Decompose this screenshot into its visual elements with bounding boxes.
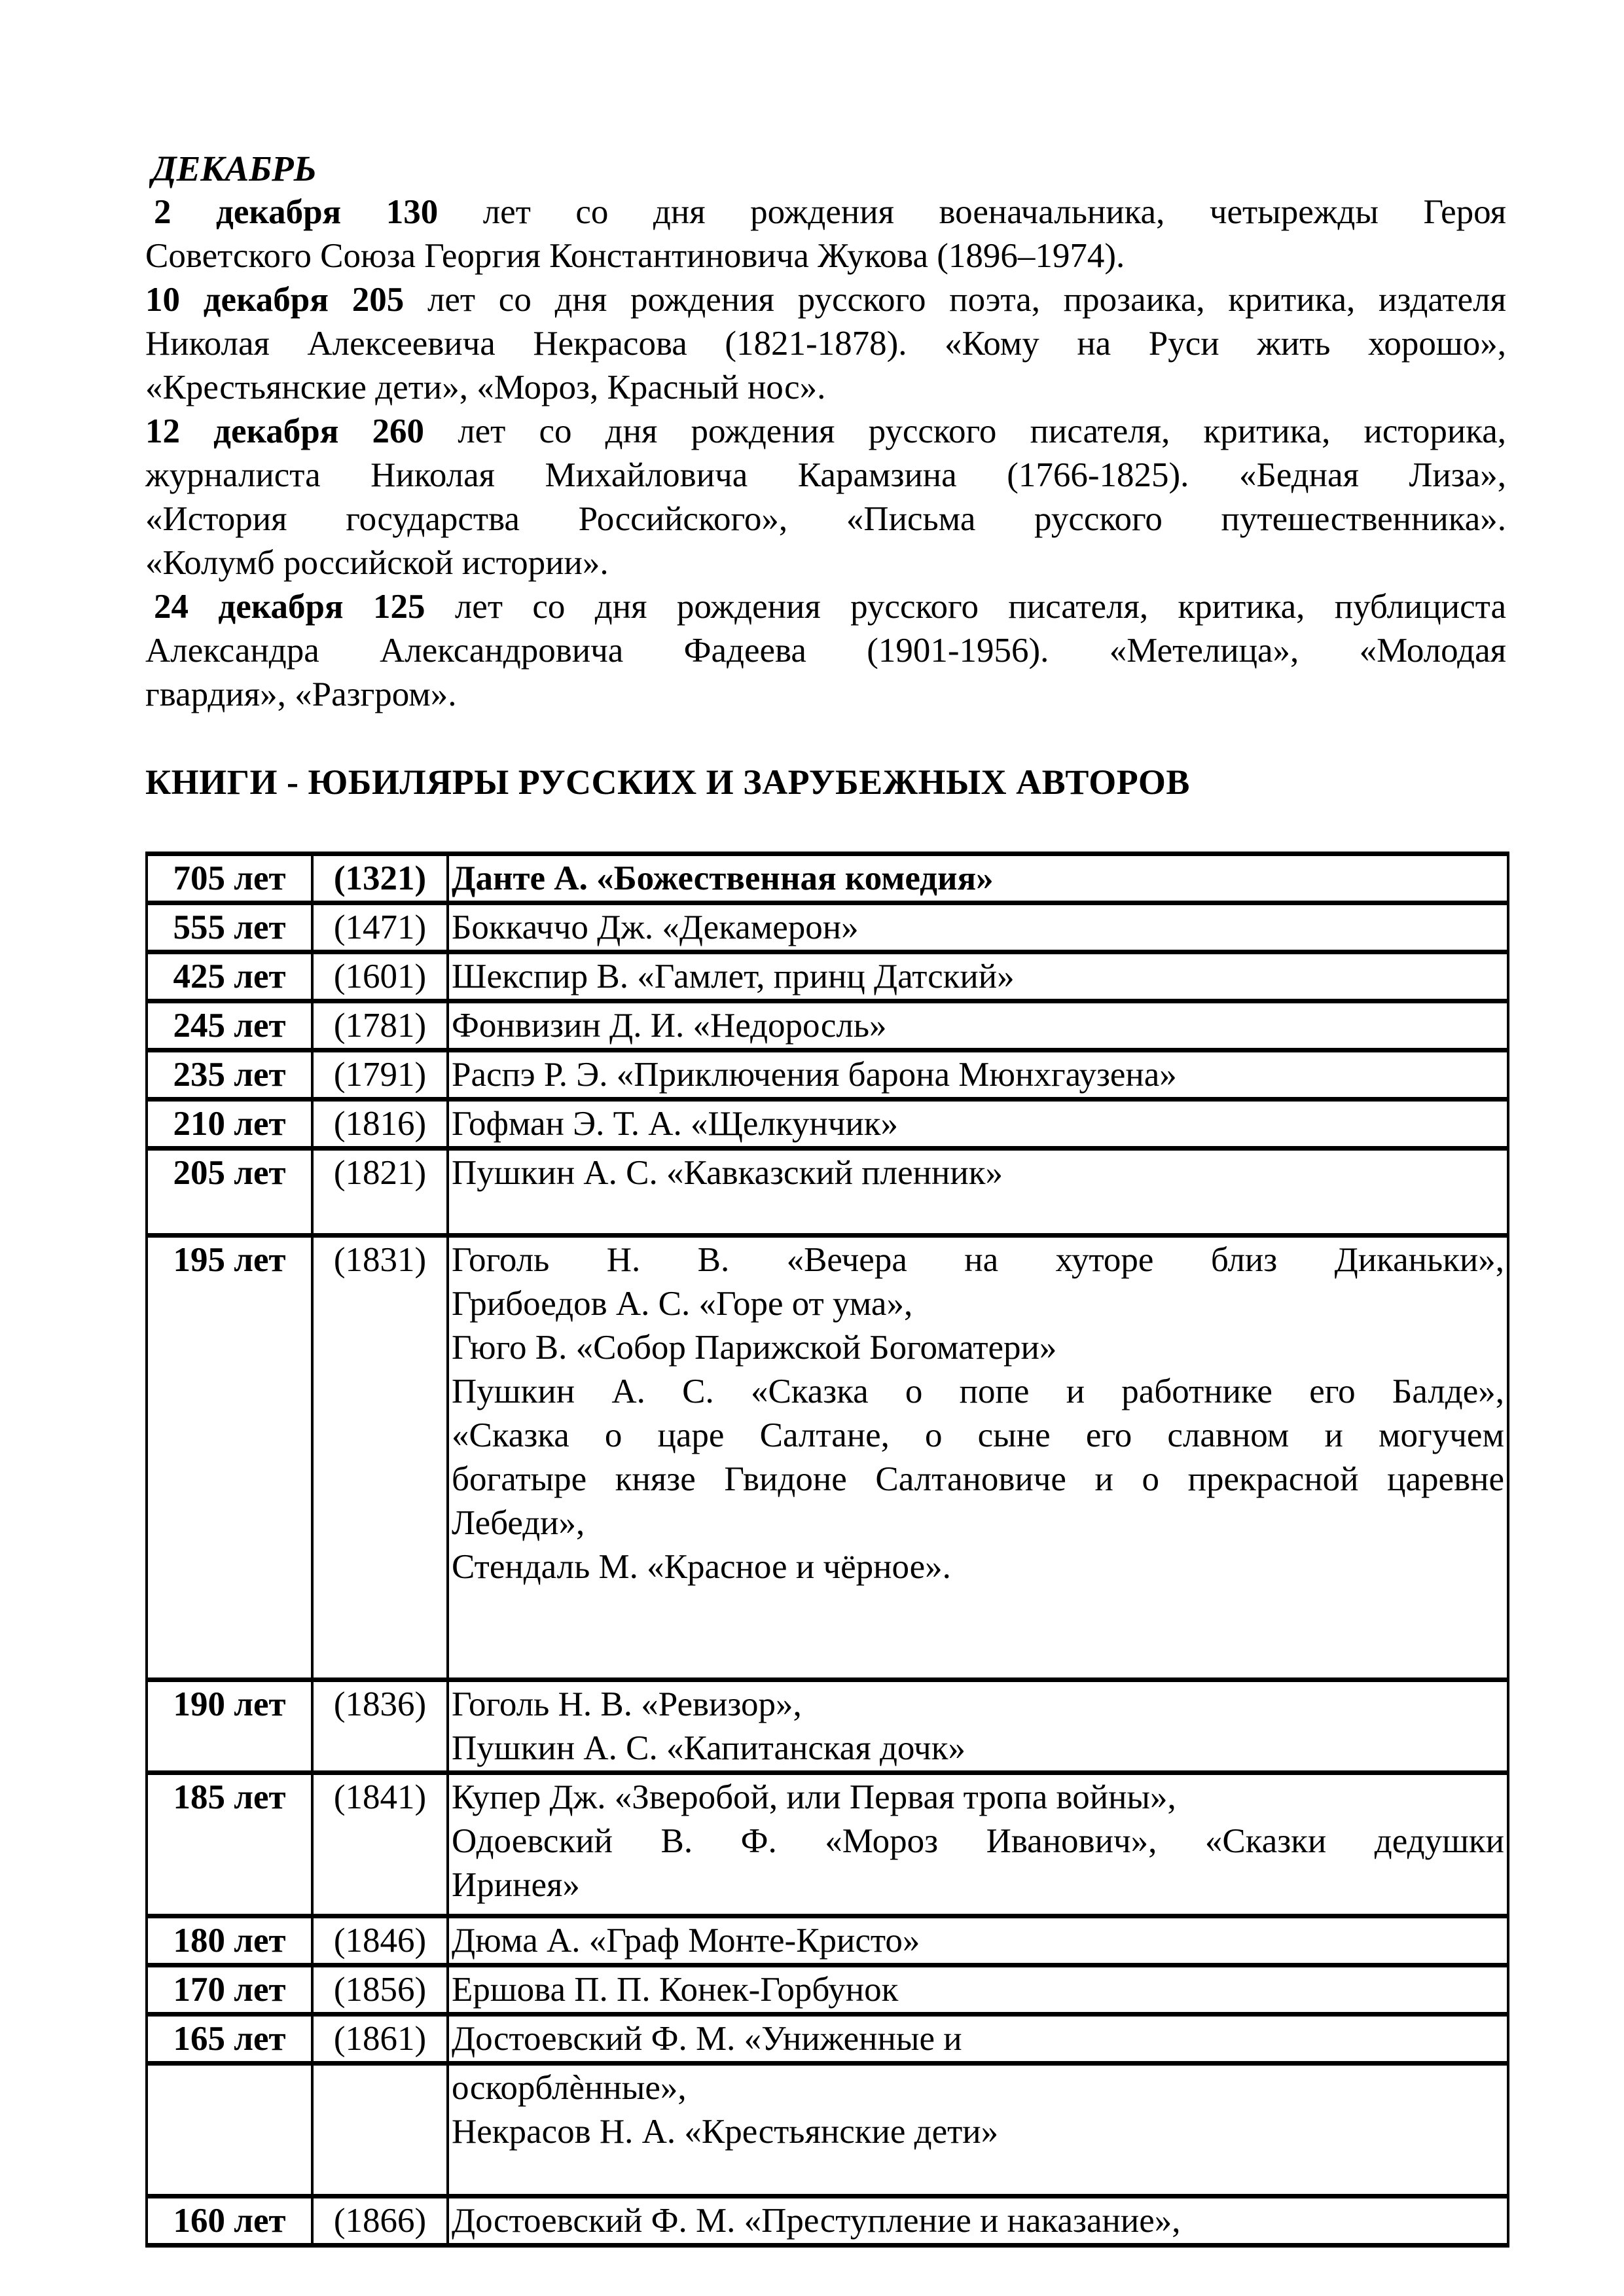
titles-cell bbox=[448, 1965, 1508, 2015]
text-line: Гоголь Н. В. «Ревизор», bbox=[452, 1685, 802, 1723]
year-cell: (1781) bbox=[312, 1001, 448, 1050]
month-title: ДЕКАБРЬ bbox=[152, 149, 317, 188]
age-cell: 180 лет bbox=[147, 1916, 312, 1965]
age-cell: 555 лет bbox=[147, 903, 312, 952]
age-cell: 205 лет bbox=[147, 1149, 312, 1236]
table-row bbox=[147, 1965, 1508, 2015]
text-line: оскорблѐнные», bbox=[452, 2069, 687, 2107]
year-cell: (1816) bbox=[312, 1100, 448, 1149]
table-row bbox=[147, 952, 1508, 1001]
text-line: Распэ Р. Э. «Приключения барона Мюнхгаузена» bbox=[452, 1056, 1177, 1094]
date-bold: 24 декабря 125 bbox=[154, 588, 455, 626]
titles-cell bbox=[448, 1680, 1508, 1773]
books-table-body bbox=[147, 854, 1508, 2246]
text-line: Ершова П. П. Конек-Горбунок bbox=[452, 1971, 899, 2009]
text-line: Гоголь Н. В. «Вечера на хуторе близ Диканьки», bbox=[452, 1241, 1504, 1279]
year-cell: (1861) bbox=[312, 2015, 448, 2064]
text-line: Николая Алексеевича Некрасова (1821-1878). «Кому на Руси жить хорошо», bbox=[145, 325, 1506, 363]
year-cell: (1471) bbox=[312, 903, 448, 952]
titles-cell bbox=[448, 1149, 1508, 1236]
year-cell: (1866) bbox=[312, 2197, 448, 2246]
titles-cell bbox=[448, 2064, 1508, 2197]
year-cell: (1831) bbox=[312, 1236, 448, 1680]
text-line: Гофман Э. Т. А. «Щелкунчик» bbox=[452, 1105, 899, 1143]
text-line: Шекспир В. «Гамлет, принц Датский» bbox=[452, 958, 1015, 996]
table-row bbox=[147, 1001, 1508, 1050]
text-line: Лебеди», bbox=[452, 1504, 585, 1542]
section-title: КНИГИ - ЮБИЛЯРЫ РУССКИХ И ЗАРУБЕЖНЫХ АВТОРОВ bbox=[145, 762, 1190, 802]
table-row bbox=[147, 1236, 1508, 1680]
paragraph bbox=[145, 585, 1506, 717]
text-line: Стендаль М. «Красное и чёрное». bbox=[452, 1548, 951, 1586]
year-cell: (1836) bbox=[312, 1680, 448, 1773]
age-cell: 185 лет bbox=[147, 1773, 312, 1916]
text-line: Гюго В. «Собор Парижской Богоматери» bbox=[452, 1329, 1057, 1367]
titles-cell bbox=[448, 2015, 1508, 2064]
titles-cell bbox=[448, 854, 1508, 903]
table-row bbox=[147, 2197, 1508, 2246]
year-cell: (1841) bbox=[312, 1773, 448, 1916]
titles-cell bbox=[448, 1001, 1508, 1050]
year-cell: (1846) bbox=[312, 1916, 448, 1965]
table-row bbox=[147, 1149, 1508, 1236]
age-cell: 160 лет bbox=[147, 2197, 312, 2246]
table-row bbox=[147, 2064, 1508, 2197]
text-line: Данте А. «Божественная комедия» bbox=[452, 859, 994, 897]
age-cell: 190 лет bbox=[147, 1680, 312, 1773]
text-line: «Колумб российской истории». bbox=[145, 544, 609, 582]
date-bold: 2 декабря 130 bbox=[154, 193, 483, 231]
date-bold: 12 декабря 260 bbox=[145, 412, 458, 450]
text-line: Некрасов Н. А. «Крестьянские дети» bbox=[452, 2113, 999, 2151]
text-line: журналиста Николая Михайловича Карамзина (1766-1825). «Бедная Лиза», bbox=[145, 456, 1506, 494]
text-line: гвардия», «Разгром». bbox=[145, 675, 457, 713]
age-cell: 235 лет bbox=[147, 1050, 312, 1100]
paragraphs bbox=[145, 190, 1506, 717]
text-line: Достоевский Ф. М. «Преступление и наказание», bbox=[452, 2202, 1181, 2240]
titles-cell bbox=[448, 1916, 1508, 1965]
table-row bbox=[147, 1100, 1508, 1149]
table-row bbox=[147, 854, 1508, 903]
year-cell: (1856) bbox=[312, 1965, 448, 2015]
text-line: «Крестьянские дети», «Мороз, Красный нос». bbox=[145, 368, 826, 406]
text-line: «Сказка о царе Салтане, о сыне его славном и могучем bbox=[452, 1416, 1504, 1454]
text-line: богатыре князе Гвидоне Салтановиче и о прекрасной царевне bbox=[452, 1460, 1504, 1498]
text-line: Боккаччо Дж. «Декамерон» bbox=[452, 908, 859, 946]
text-line: Иринея» bbox=[452, 1866, 580, 1904]
table-row bbox=[147, 1916, 1508, 1965]
age-cell: 705 лет bbox=[147, 854, 312, 903]
titles-cell bbox=[448, 1050, 1508, 1100]
date-bold: 10 декабря 205 bbox=[145, 281, 427, 319]
table-row bbox=[147, 2015, 1508, 2064]
year-cell bbox=[312, 2064, 448, 2197]
text-line: Достоевский Ф. М. «Униженные и bbox=[452, 2020, 962, 2058]
text-line: 12 декабря 260 лет со дня рождения русского писателя, критика, историка, bbox=[145, 412, 1506, 450]
paragraph bbox=[145, 410, 1506, 585]
age-cell: 195 лет bbox=[147, 1236, 312, 1680]
text-line: Грибоедов А. С. «Горе от ума», bbox=[452, 1285, 913, 1323]
titles-cell bbox=[448, 2197, 1508, 2246]
titles-cell bbox=[448, 1773, 1508, 1916]
books-anniversaries-table bbox=[145, 852, 1509, 2248]
text-line: «История государства Российского», «Письма русского путешественника». bbox=[145, 500, 1506, 538]
year-cell: (1821) bbox=[312, 1149, 448, 1236]
year-cell: (1601) bbox=[312, 952, 448, 1001]
age-cell: 245 лет bbox=[147, 1001, 312, 1050]
table-row bbox=[147, 903, 1508, 952]
titles-cell bbox=[448, 952, 1508, 1001]
text-line: Купер Дж. «Зверобой, или Первая тропа войны», bbox=[452, 1778, 1176, 1816]
titles-cell bbox=[448, 1236, 1508, 1680]
text-line: 24 декабря 125 лет со дня рождения русского писателя, критика, публициста bbox=[154, 588, 1506, 626]
age-cell bbox=[147, 2064, 312, 2197]
text-line: Дюма А. «Граф Монте-Кристо» bbox=[452, 1922, 920, 1960]
table-row bbox=[147, 1773, 1508, 1916]
text-line: Фонвизин Д. И. «Недоросль» bbox=[452, 1007, 887, 1045]
year-cell: (1791) bbox=[312, 1050, 448, 1100]
text-line: Пушкин А. С. «Капитанская дочк» bbox=[452, 1729, 965, 1767]
text-line: Советского Союза Георгия Константиновича Жукова (1896–1974). bbox=[145, 237, 1125, 275]
paragraph bbox=[145, 190, 1506, 278]
year-cell: (1321) bbox=[312, 854, 448, 903]
table-row bbox=[147, 1050, 1508, 1100]
text-line: Александра Александровича Фадеева (1901-1956). «Метелица», «Молодая bbox=[145, 632, 1506, 670]
titles-cell bbox=[448, 1100, 1508, 1149]
titles-cell bbox=[448, 903, 1508, 952]
table-row bbox=[147, 1680, 1508, 1773]
text-line: Пушкин А. С. «Кавказский пленник» bbox=[452, 1154, 1003, 1192]
text-line: 2 декабря 130 лет со дня рождения военачальника, четырежды Героя bbox=[154, 193, 1506, 231]
age-cell: 165 лет bbox=[147, 2015, 312, 2064]
age-cell: 425 лет bbox=[147, 952, 312, 1001]
text-line: Пушкин А. С. «Сказка о попе и работнике его Балде», bbox=[452, 1372, 1504, 1410]
text-line: Одоевский В. Ф. «Мороз Иванович», «Сказки дедушки bbox=[452, 1822, 1504, 1860]
text-line: 10 декабря 205 лет со дня рождения русского поэта, прозаика, критика, издателя bbox=[145, 281, 1506, 319]
paragraph bbox=[145, 278, 1506, 410]
age-cell: 170 лет bbox=[147, 1965, 312, 2015]
age-cell: 210 лет bbox=[147, 1100, 312, 1149]
